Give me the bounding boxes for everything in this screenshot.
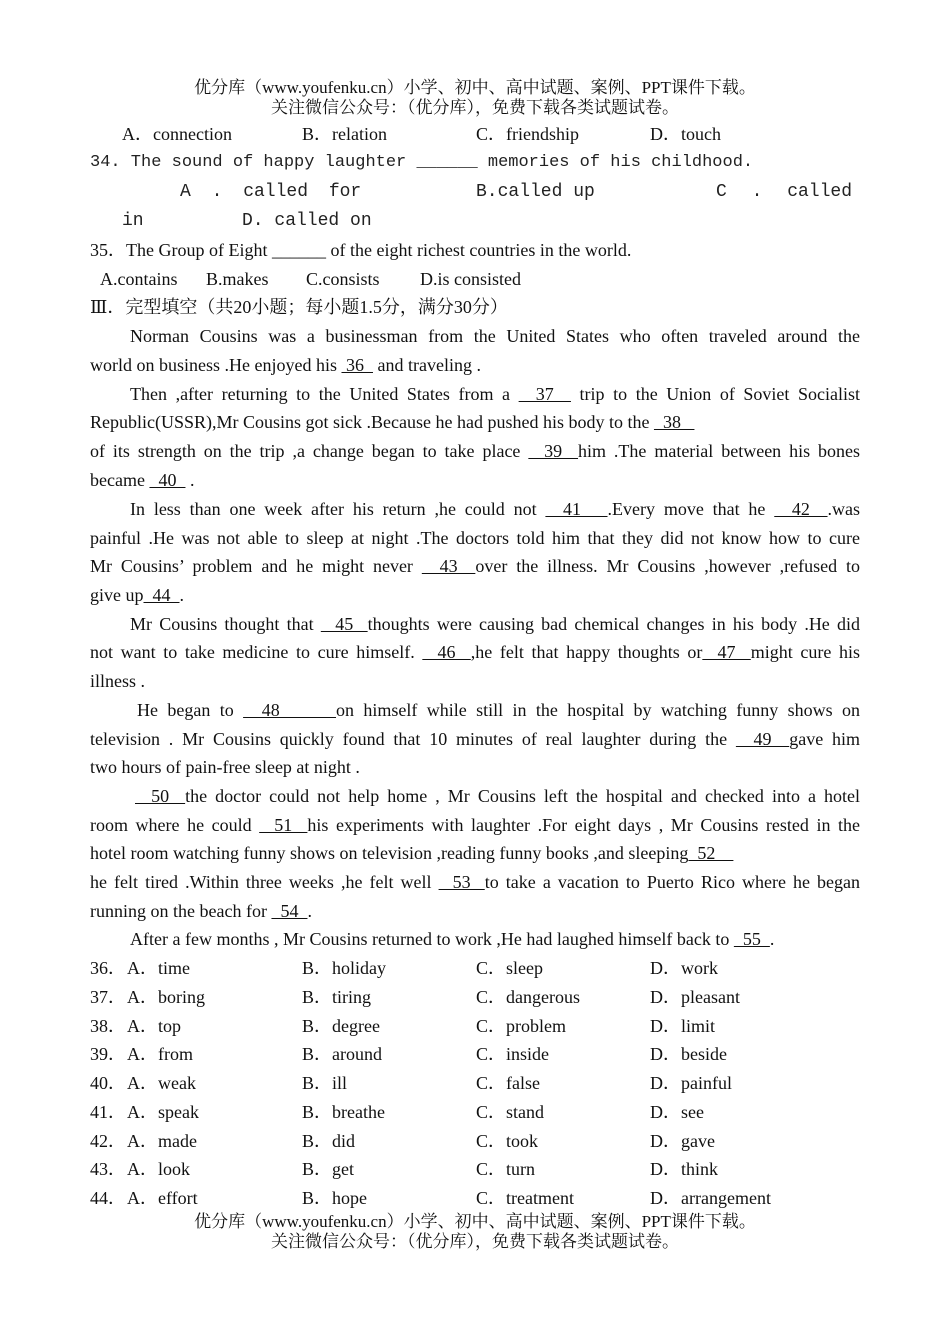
blank-36: 36 <box>341 355 373 375</box>
option-a: A．look <box>127 1159 190 1179</box>
q33-option-b: B．relation <box>302 124 387 144</box>
p6-text: . <box>307 901 312 921</box>
p3-line-2: painful .He was not able to sleep at night .The doctors told him that they did not know how to cure <box>90 528 860 548</box>
option-d: D．limit <box>650 1016 716 1036</box>
blank-38: 38 <box>653 412 695 432</box>
p5-text: He began to <box>137 700 244 720</box>
p6-text: to take a vacation to Puerto Rico where he began <box>484 872 861 892</box>
p2-line-1 <box>130 383 860 405</box>
option-d: D．arrangement <box>650 1188 771 1208</box>
p3-text: In less than one week after his return ,he could not <box>130 499 546 519</box>
option-number: 42． <box>90 1131 126 1151</box>
p2-text: Republic(USSR),Mr Cousins got sick .Because he had pushed his body to the <box>90 412 654 432</box>
blank-50: 50 <box>135 786 186 806</box>
option-a: A．top <box>127 1016 181 1036</box>
p5-text: television . Mr Cousins quickly found that 10 minutes of real laughter during the <box>90 729 736 749</box>
option-a: A．boring <box>127 987 205 1007</box>
q35-option-c: C.consists <box>306 269 380 289</box>
option-b: B．degree <box>302 1016 380 1036</box>
p6-line-2 <box>90 814 860 836</box>
option-number: 39． <box>90 1044 126 1064</box>
option-d: D．see <box>650 1102 704 1122</box>
q34-option-c-cont: in <box>122 211 144 231</box>
blank-41: 41 <box>545 499 608 519</box>
blank-40: 40 <box>149 470 186 490</box>
p4-text: ,he felt that happy thoughts or <box>470 642 703 662</box>
p6-line-5 <box>90 900 860 922</box>
option-number: 41． <box>90 1102 126 1122</box>
p5-line-2 <box>90 728 860 750</box>
option-number: 36． <box>90 958 126 978</box>
option-c: C．dangerous <box>476 987 580 1007</box>
q33-option-a: A．connection <box>122 124 232 144</box>
header-line-1: 优分库（www.youfenku.cn）小学、初中、高中试题、案例、PPT课件下载。 <box>194 78 756 97</box>
option-a: A．from <box>127 1044 193 1064</box>
q34-option-a: A . called for <box>180 182 362 202</box>
p6-text: the doctor could not help home , Mr Cousins left the hospital and checked into a hotel <box>185 786 860 806</box>
option-d: D．gave <box>650 1131 715 1151</box>
blank-49: 49 <box>735 729 790 749</box>
q33-option-d: D．touch <box>650 124 721 144</box>
option-c: C．stand <box>476 1102 545 1122</box>
p2-text: trip to the Union of Soviet Socialist <box>570 384 861 404</box>
p5-text: gave him <box>789 729 861 749</box>
option-c: C．treatment <box>476 1188 574 1208</box>
q35-option-a: A.contains <box>100 269 178 289</box>
blank-53: 53 <box>438 872 485 892</box>
q35-option-b: B.makes <box>206 269 269 289</box>
blank-44: 44 <box>143 585 180 605</box>
option-b: B．around <box>302 1044 382 1064</box>
q34-option-b: B.called up <box>476 182 595 202</box>
p4-text: not want to take medicine to cure himself. <box>90 642 423 662</box>
option-d: D．beside <box>650 1044 727 1064</box>
section-3-title: Ⅲ．完型填空（共20小题；每小题1.5分，满分30分） <box>90 297 508 317</box>
option-b: B．get <box>302 1159 354 1179</box>
blank-42: 42 <box>774 499 828 519</box>
p5-line-1 <box>137 699 860 721</box>
blank-47: 47 <box>702 642 751 662</box>
option-d: D．pleasant <box>650 987 740 1007</box>
p3-text: give up <box>90 585 144 605</box>
blank-46: 46 <box>422 642 471 662</box>
p4-line-2 <box>90 641 860 663</box>
p7-text: After a few months , Mr Cousins returned to work ,He had laughed himself back to <box>130 929 734 949</box>
p4-line-1 <box>130 613 860 635</box>
q33-option-c: C．friendship <box>476 124 579 144</box>
p3-text: over the illness. Mr Cousins ,however ,refused to <box>475 556 860 576</box>
p2-text: became <box>90 470 150 490</box>
option-d: D．painful <box>650 1073 732 1093</box>
option-c: C．took <box>476 1131 539 1151</box>
blank-48: 48 <box>243 700 337 720</box>
p3-text: . <box>179 585 184 605</box>
option-b: B．breathe <box>302 1102 385 1122</box>
p4-line-3: illness . <box>90 671 146 691</box>
option-a: A．speak <box>127 1102 199 1122</box>
option-number: 43． <box>90 1159 126 1179</box>
p2-text: Then ,after returning to the United States from a <box>130 384 519 404</box>
option-d: D．work <box>650 958 718 978</box>
p6-text: his experiments with laughter .For eight days , Mr Cousins rested in the <box>307 815 860 835</box>
p4-text: thoughts were causing bad chemical changes in his body .He did <box>367 614 861 634</box>
option-a: A．made <box>127 1131 197 1151</box>
p6-line-4 <box>90 871 860 893</box>
blank-43: 43 <box>421 556 476 576</box>
blank-51: 51 <box>259 815 308 835</box>
option-c: C．false <box>476 1073 540 1093</box>
p3-text: .was <box>827 499 861 519</box>
option-number: 40． <box>90 1073 126 1093</box>
option-a: A．effort <box>127 1188 198 1208</box>
option-d: D．think <box>650 1159 719 1179</box>
blank-37: 37 <box>518 384 571 404</box>
blank-54: 54 <box>271 901 308 921</box>
p2-text: him .The material between his bones <box>578 441 861 461</box>
header-line-2: 关注微信公众号：（优分库），免费下载各类试题试卷。 <box>271 98 679 117</box>
p7-text: . <box>769 929 775 949</box>
p4-text: might cure his <box>750 642 861 662</box>
p2-line-3 <box>90 440 860 462</box>
option-b: B．did <box>302 1131 356 1151</box>
option-c: C．inside <box>476 1044 550 1064</box>
p6-text: room where he could <box>90 815 260 835</box>
p2-text: of its strength on the trip ,a change began to take place <box>90 441 529 461</box>
p6-text: hotel room watching funny shows on television ,reading funny books ,and sleeping <box>90 843 689 863</box>
p6-text: he felt tired .Within three weeks ,he felt well <box>90 872 439 892</box>
option-b: B．ill <box>302 1073 348 1093</box>
footer-line-2: 关注微信公众号：（优分库），免费下载各类试题试卷。 <box>271 1232 679 1251</box>
option-b: B．hope <box>302 1188 367 1208</box>
option-c: C．turn <box>476 1159 536 1179</box>
p6-line-1 <box>135 785 860 807</box>
q34-option-d: D. called on <box>242 211 372 231</box>
p3-line-4 <box>90 584 860 606</box>
p3-text: .Every move that he <box>607 499 775 519</box>
p4-text: Mr Cousins thought that <box>130 614 321 634</box>
q35-option-d: D.is consisted <box>420 269 521 289</box>
option-b: B．holiday <box>302 958 386 978</box>
p5-text: on himself while still in the hospital by watching funny shows on <box>336 700 861 720</box>
p1-text: world on business .He enjoyed his <box>90 355 342 375</box>
blank-55: 55 <box>733 929 770 949</box>
option-c: C．problem <box>476 1016 566 1036</box>
p6-text: running on the beach for <box>90 901 272 921</box>
p2-line-2 <box>90 411 860 433</box>
option-b: B．tiring <box>302 987 372 1007</box>
option-number: 38． <box>90 1016 126 1036</box>
p2-line-4 <box>90 469 860 491</box>
q35-stem: 35．The Group of Eight ______ of the eight richest countries in the world. <box>90 240 632 260</box>
option-number: 44． <box>90 1188 126 1208</box>
p3-line-3 <box>90 555 860 577</box>
option-a: A．time <box>127 958 190 978</box>
p5-line-3: two hours of pain-free sleep at night . <box>90 757 360 777</box>
p7-line-1 <box>130 928 860 950</box>
q34-option-c: C . called <box>716 182 853 202</box>
option-number: 37． <box>90 987 126 1007</box>
option-a: A．weak <box>127 1073 196 1093</box>
blank-39: 39 <box>528 441 579 461</box>
p3-line-1 <box>130 498 860 520</box>
option-c: C．sleep <box>476 958 543 978</box>
footer-line-1: 优分库（www.youfenku.cn）小学、初中、高中试题、案例、PPT课件下载。 <box>194 1212 756 1231</box>
p1-line-1: Norman Cousins was a businessman from the United States who often traveled around the <box>130 326 860 346</box>
q34-stem: 34. The sound of happy laughter ______ memories of his childhood. <box>90 153 754 172</box>
p2-text: . <box>185 470 195 490</box>
p3-text: Mr Cousins’ problem and he might never <box>90 556 422 576</box>
blank-52: 52 <box>688 843 734 863</box>
p1-text: and traveling . <box>372 355 481 375</box>
p1-line-2 <box>90 354 860 376</box>
blank-45: 45 <box>320 614 368 634</box>
p6-line-3 <box>90 842 860 864</box>
